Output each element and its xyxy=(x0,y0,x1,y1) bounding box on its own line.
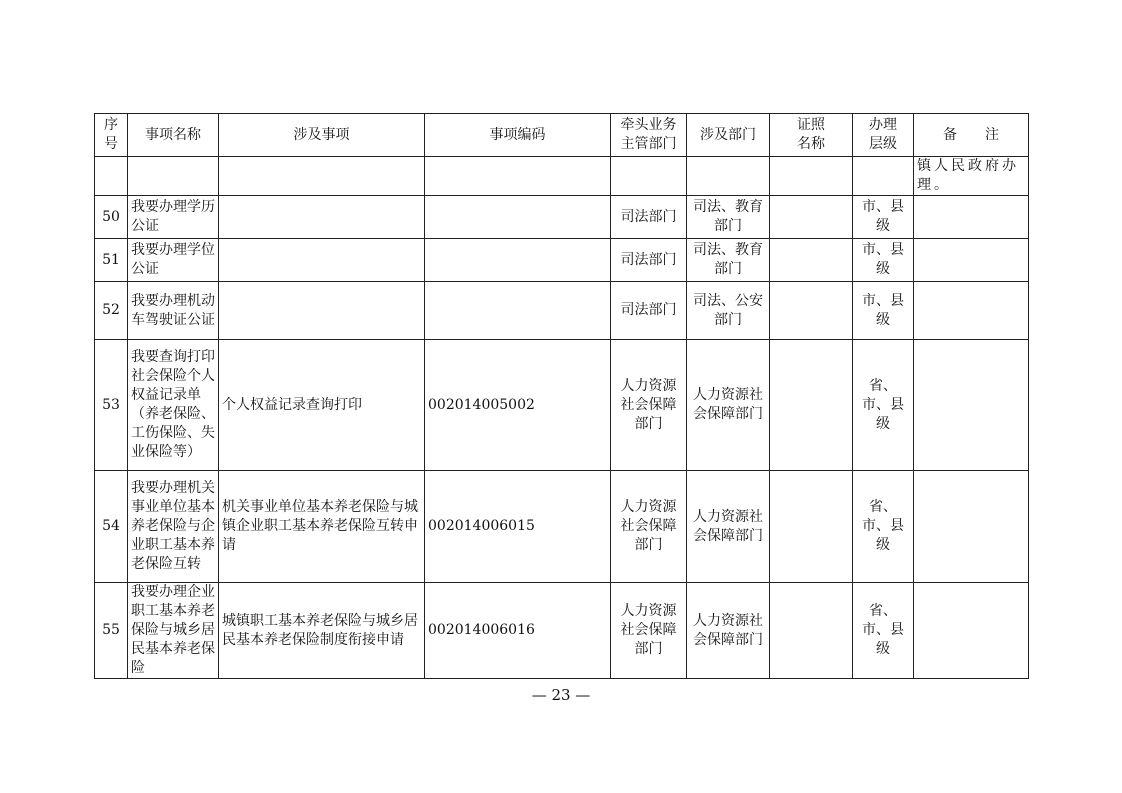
cell-cert xyxy=(770,196,853,239)
cell-involved: 个人权益记录查询打印 xyxy=(219,340,425,471)
table-row xyxy=(95,583,1029,679)
cell-seq xyxy=(95,157,128,196)
cell-seq: 53 xyxy=(95,340,128,471)
cell-related-dept: 司法、公安部门 xyxy=(687,282,770,340)
cell-lead-dept: 司法部门 xyxy=(611,239,687,282)
cell-level: 市、县级 xyxy=(853,196,914,239)
cell-code xyxy=(425,157,611,196)
cell-remark xyxy=(914,340,1029,471)
cell-cert xyxy=(770,340,853,471)
cell-level: 市、县级 xyxy=(853,239,914,282)
table-row xyxy=(95,340,1029,471)
header-involved: 涉及事项 xyxy=(219,114,425,157)
cell-level: 市、县级 xyxy=(853,282,914,340)
cell-involved: 城镇职工基本养老保险与城乡居民基本养老保险制度衔接申请 xyxy=(219,583,425,679)
cell-remark xyxy=(914,196,1029,239)
header-cert: 证照 名称 xyxy=(770,114,853,157)
cell-related-dept: 司法、教育部门 xyxy=(687,239,770,282)
cell-lead-dept: 人力资源社会保障部门 xyxy=(611,583,687,679)
header-code: 事项编码 xyxy=(425,114,611,157)
cell-name: 我要办理学位公证 xyxy=(128,239,219,282)
cell-lead-dept: 人力资源社会保障部门 xyxy=(611,471,687,583)
cell-name: 我要办理企业职工基本养老保险与城乡居民基本养老保险 xyxy=(128,583,219,679)
header-lead-dept: 牵头业务 主管部门 xyxy=(611,114,687,157)
cell-remark xyxy=(914,239,1029,282)
cell-involved xyxy=(219,196,425,239)
cell-code: 002014005002 xyxy=(425,340,611,471)
cell-remark xyxy=(914,583,1029,679)
cell-seq: 55 xyxy=(95,583,128,679)
header-related-dept: 涉及部门 xyxy=(687,114,770,157)
cell-related-dept: 司法、教育部门 xyxy=(687,196,770,239)
cell-related-dept: 人力资源社会保障部门 xyxy=(687,471,770,583)
cell-name: 我要查询打印社会保险个人权益记录单（养老保险、工伤保险、失业保险等） xyxy=(128,340,219,471)
cell-cert xyxy=(770,239,853,282)
cell-level: 省、市、县级 xyxy=(853,471,914,583)
cell-involved xyxy=(219,157,425,196)
header-row xyxy=(95,114,1029,157)
cell-involved xyxy=(219,282,425,340)
cell-involved xyxy=(219,239,425,282)
header-name: 事项名称 xyxy=(128,114,219,157)
cell-cert xyxy=(770,471,853,583)
cell-remark xyxy=(914,471,1029,583)
cell-level: 省、市、县级 xyxy=(853,340,914,471)
cell-name: 我要办理机动车驾驶证公证 xyxy=(128,282,219,340)
cell-code: 002014006015 xyxy=(425,471,611,583)
table-row xyxy=(95,471,1029,583)
cell-level xyxy=(853,157,914,196)
cell-level: 省、市、县级 xyxy=(853,583,914,679)
cell-involved: 机关事业单位基本养老保险与城镇企业职工基本养老保险互转申请 xyxy=(219,471,425,583)
cell-name: 我要办理学历公证 xyxy=(128,196,219,239)
cell-lead-dept: 司法部门 xyxy=(611,282,687,340)
table-row xyxy=(95,282,1029,340)
table-row xyxy=(95,239,1029,282)
cell-code xyxy=(425,239,611,282)
table-row xyxy=(95,196,1029,239)
header-level: 办理 层级 xyxy=(853,114,914,157)
cell-seq: 54 xyxy=(95,471,128,583)
page-number: — 23 — xyxy=(531,686,591,704)
cell-related-dept: 人力资源社会保障部门 xyxy=(687,583,770,679)
cell-remark: 镇人民政府办理。 xyxy=(914,157,1029,196)
cell-name xyxy=(128,157,219,196)
cell-cert xyxy=(770,282,853,340)
cell-lead-dept: 人力资源社会保障部门 xyxy=(611,340,687,471)
cell-code xyxy=(425,282,611,340)
cell-related-dept: 人力资源社会保障部门 xyxy=(687,340,770,471)
cell-related-dept xyxy=(687,157,770,196)
cell-lead-dept xyxy=(611,157,687,196)
cell-code: 002014006016 xyxy=(425,583,611,679)
cell-seq: 51 xyxy=(95,239,128,282)
header-remark: 备 注 xyxy=(914,114,1029,157)
matter-table xyxy=(94,113,1029,679)
cell-code xyxy=(425,196,611,239)
cell-lead-dept: 司法部门 xyxy=(611,196,687,239)
cell-name: 我要办理机关事业单位基本养老保险与企业职工基本养老保险互转 xyxy=(128,471,219,583)
table-row xyxy=(95,157,1029,196)
cell-seq: 50 xyxy=(95,196,128,239)
cell-cert xyxy=(770,157,853,196)
cell-seq: 52 xyxy=(95,282,128,340)
cell-remark xyxy=(914,282,1029,340)
header-seq: 序 号 xyxy=(95,114,128,157)
cell-cert xyxy=(770,583,853,679)
